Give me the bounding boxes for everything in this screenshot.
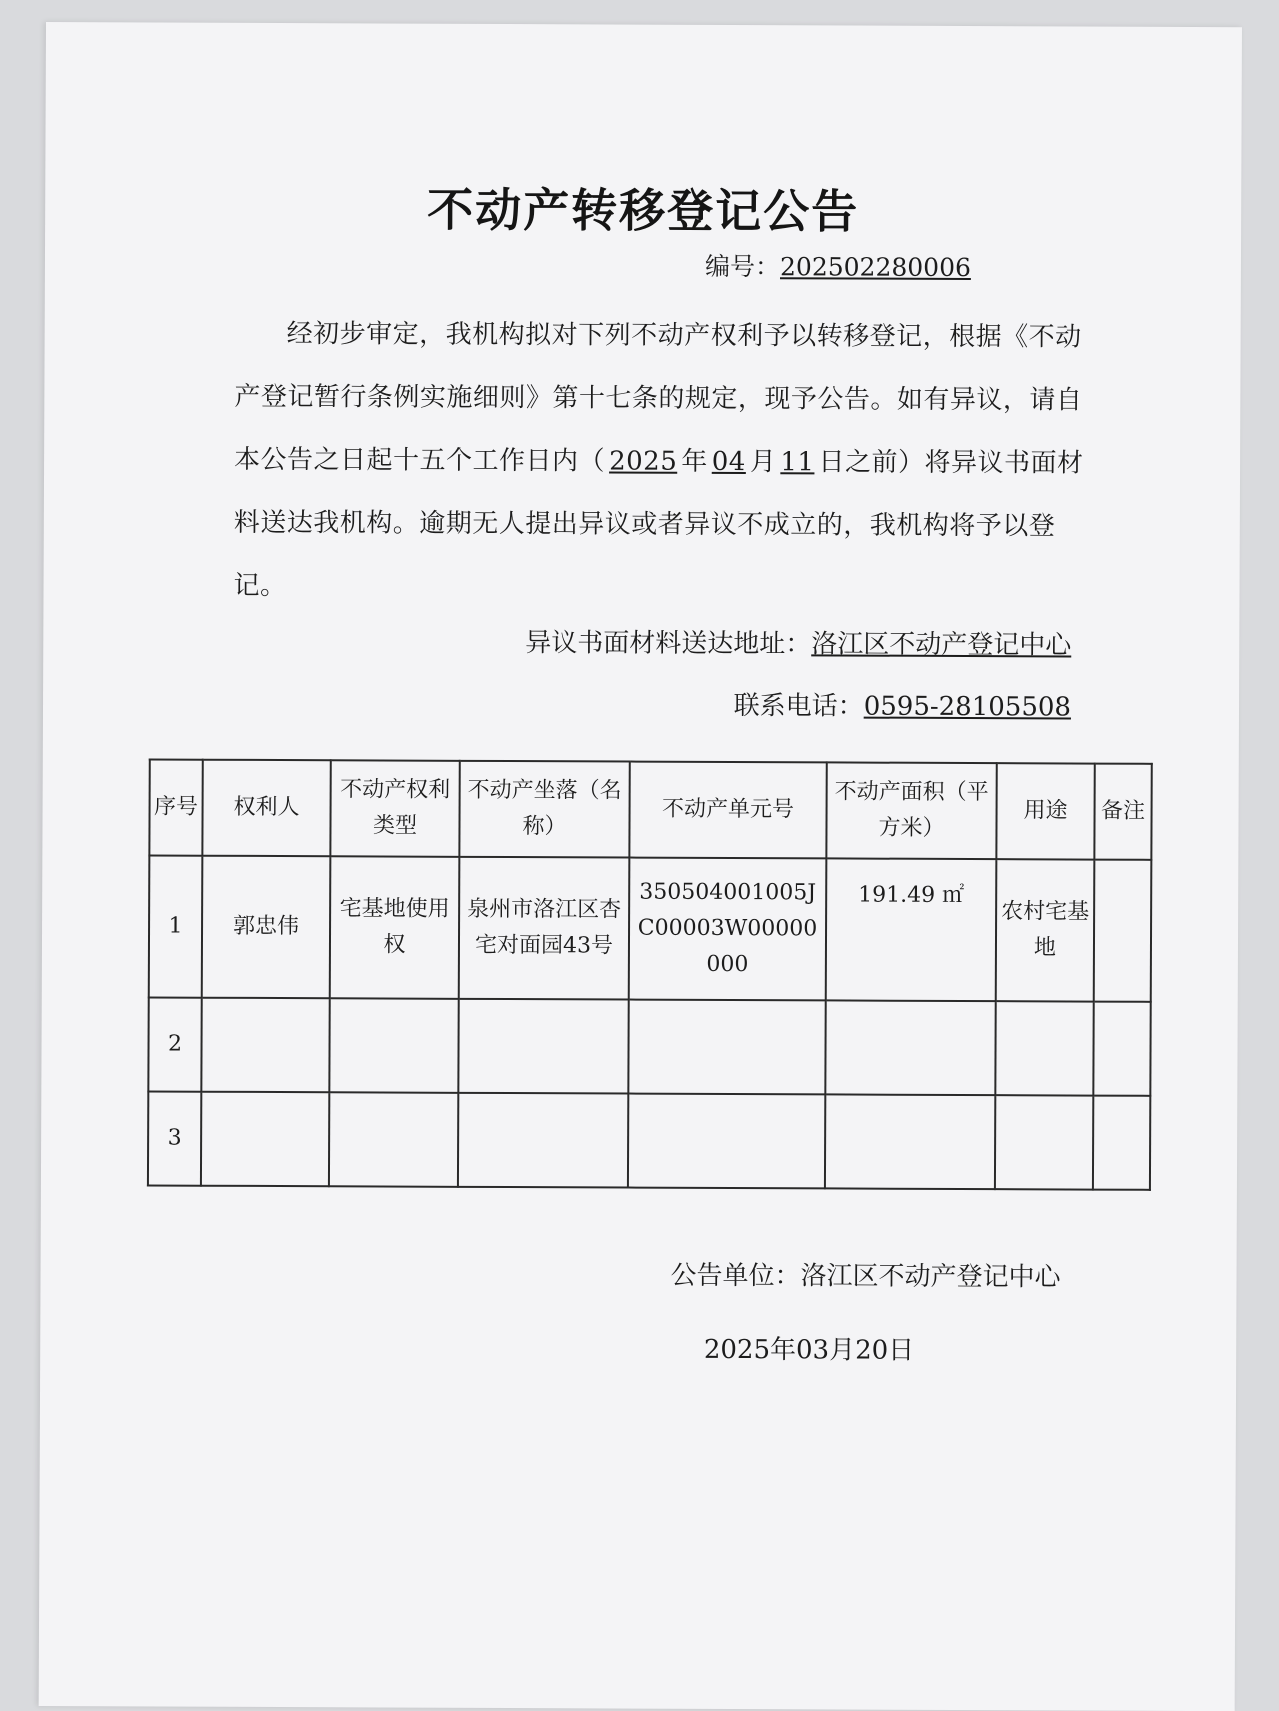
table-cell: 3 bbox=[148, 1091, 201, 1185]
deadline-day: 11 bbox=[780, 447, 815, 478]
notice-paper bbox=[39, 22, 1242, 1711]
table-cell bbox=[329, 998, 458, 1093]
table-cell bbox=[329, 1092, 458, 1187]
objection-address: 异议书面材料送达地址：洛江区不动产登记中心 bbox=[525, 628, 1072, 661]
serial-label: 编号： bbox=[704, 251, 781, 282]
table-header: 不动产坐落（名称） bbox=[459, 761, 629, 858]
table-cell bbox=[628, 1094, 825, 1189]
table-header: 不动产权利类型 bbox=[330, 760, 459, 857]
table-row bbox=[148, 997, 1150, 1095]
table-cell bbox=[995, 1095, 1093, 1189]
body-part-2: 日之前）将异议书面材料送达我机构。逾期无人提出异议或者异议不成立的，我机构将予以登记。 bbox=[233, 447, 1084, 602]
contact-phone: 联系电话：0595-28105508 bbox=[733, 691, 1072, 723]
serial-value: 202502280006 bbox=[780, 252, 972, 283]
serial-number bbox=[705, 247, 971, 284]
deadline-year: 2025 bbox=[609, 446, 678, 477]
table-cell: 郭忠伟 bbox=[202, 856, 331, 999]
table-cell bbox=[201, 998, 329, 1093]
address-value: 洛江区不动产登记中心 bbox=[811, 629, 1072, 661]
table-cell bbox=[1093, 1096, 1150, 1190]
table-cell: 宅基地使用权 bbox=[330, 856, 460, 999]
deadline-month: 04 bbox=[711, 446, 746, 478]
table-header: 用途 bbox=[996, 763, 1094, 859]
table-header-row bbox=[149, 759, 1151, 859]
registration-table bbox=[147, 758, 1153, 1190]
table-cell: 191.49 ㎡ bbox=[826, 858, 997, 1001]
table-header: 不动产单元号 bbox=[629, 762, 826, 859]
table-cell bbox=[825, 1000, 995, 1095]
table-cell bbox=[825, 1094, 995, 1189]
notice-body: 经初步审定，我机构拟对下列不动产权利予以转移登记，根据《不动产登记暂行条例实施细则》第十七条的规定，现予公告。如有异议，请自本公告之日起十五个工作日内（ 2025 年 04 月 11 日之前）将异议书面材料送达我机构。逾期无人提出异议或者异议不成立的，我机构将予以登记。 bbox=[233, 319, 1084, 602]
table-cell bbox=[458, 999, 628, 1094]
table-row bbox=[149, 855, 1152, 1001]
body-part-1: 经初步审定，我机构拟对下列不动产权利予以转移登记，根据《不动产登记暂行条例实施细则》第十七条的规定，现予公告。如有异议，请自本公告之日起十五个工作日内（ bbox=[234, 319, 1083, 477]
table-cell: 2 bbox=[148, 997, 201, 1091]
table-cell: 1 bbox=[149, 855, 203, 997]
table-header: 权利人 bbox=[202, 760, 330, 857]
page-title: 不动产转移登记公告 bbox=[427, 182, 860, 239]
table-cell bbox=[995, 1001, 1093, 1095]
issuing-unit: 公告单位：洛江区不动产登记中心 bbox=[670, 1260, 1061, 1293]
table-cell bbox=[628, 1000, 825, 1095]
table-cell bbox=[1094, 860, 1152, 1002]
table-header: 序号 bbox=[149, 759, 202, 855]
table-cell bbox=[1093, 1002, 1150, 1096]
table-cell: 350504001005JC00003W00000000 bbox=[629, 858, 827, 1001]
table-cell bbox=[201, 1092, 329, 1187]
table-cell: 农村宅基地 bbox=[996, 859, 1095, 1001]
table-row bbox=[148, 1091, 1150, 1189]
table-cell bbox=[458, 1093, 628, 1188]
notice-date: 2025年03月20日 bbox=[703, 1334, 915, 1366]
table-header: 备注 bbox=[1094, 764, 1151, 860]
phone-value: 0595-28105508 bbox=[863, 691, 1072, 723]
table-header: 不动产面积（平方米） bbox=[826, 762, 996, 859]
table-cell: 泉州市洛江区杏宅对面园43号 bbox=[459, 857, 630, 1000]
